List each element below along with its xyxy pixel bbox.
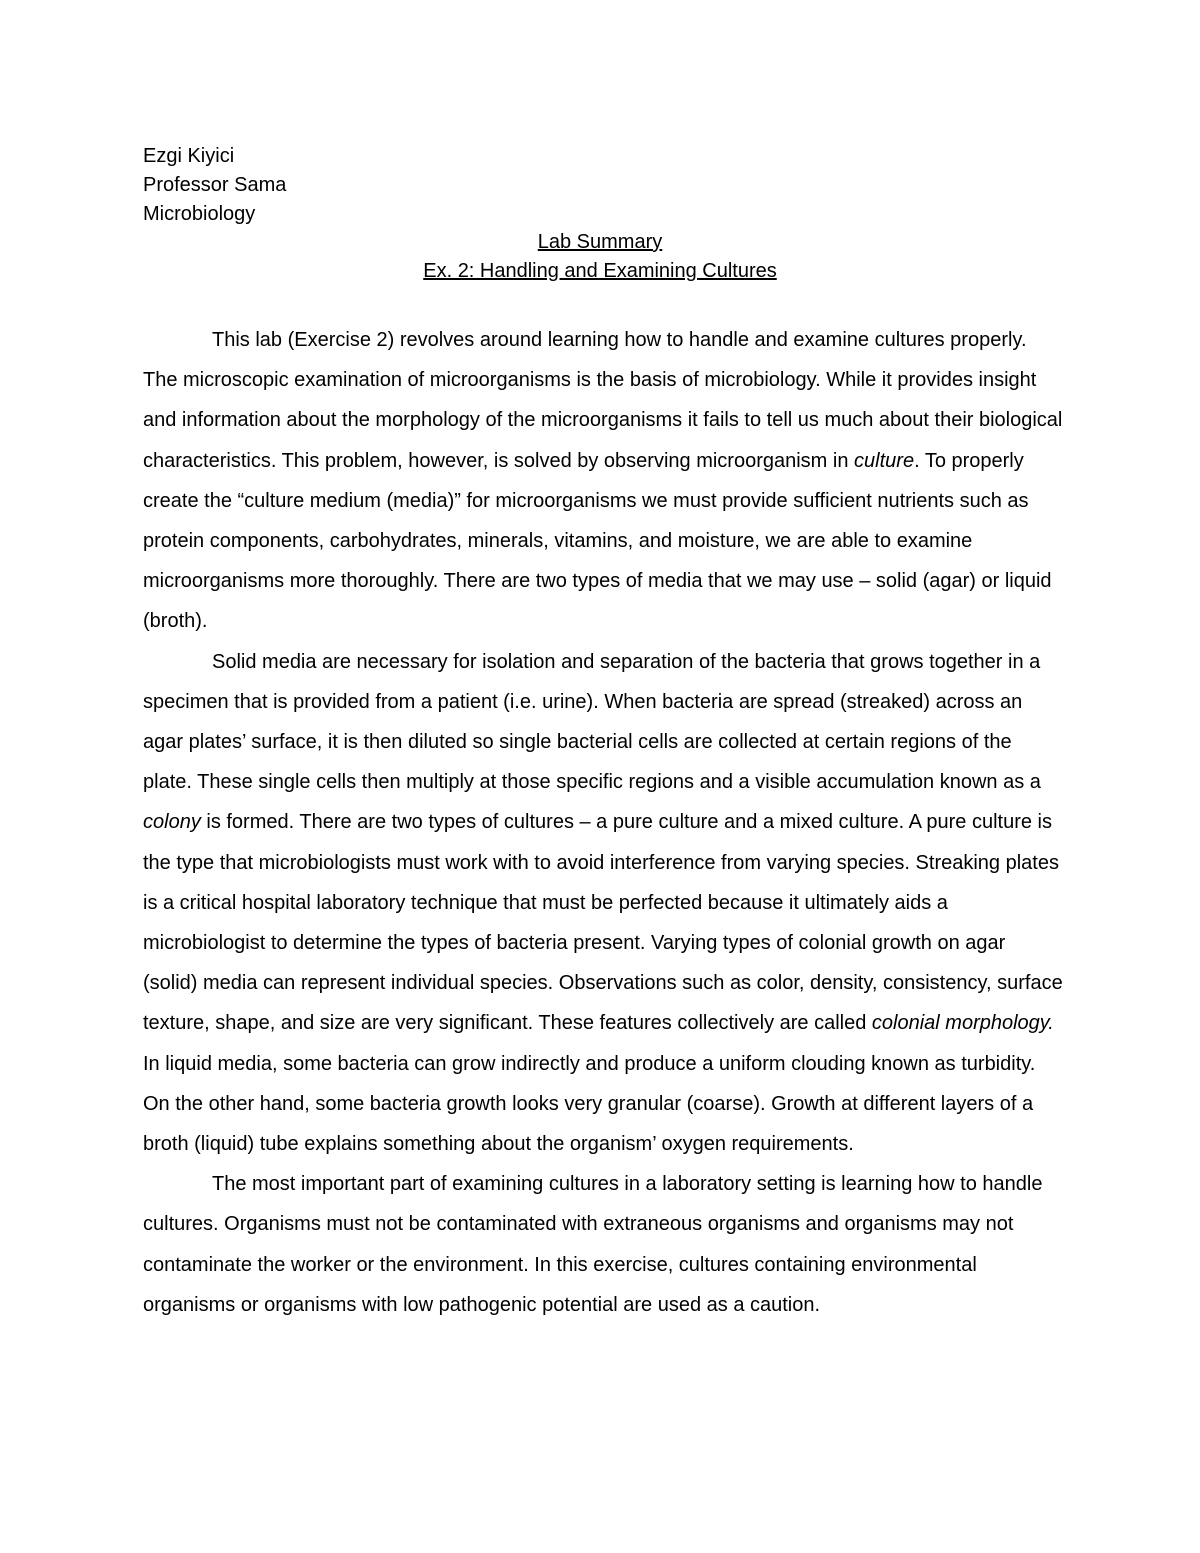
- term-colonial-morphology: colonial morphology.: [871, 1012, 1054, 1035]
- paragraph-3: [143, 1164, 1063, 1325]
- document-titles: [0, 228, 1200, 286]
- paragraph-2: [143, 642, 1063, 1165]
- paragraph-2-text-b: is formed. There are two types of cultures – a pure culture and a mixed culture. A pure culture is the type that microbiologists must work with to avoid interference from varying species. Streaking plates is a critical hospital laboratory technique that must be perfected because it ultimately aids a microbiologist to determine the types of bacteria present. Varying types of colonial growth on agar (solid) media can represent individual species. Observations such as color, density, consistency, surface texture, shape, and size are very significant. These features collectively are called: [143, 811, 1063, 1035]
- term-culture: culture: [854, 449, 915, 472]
- course-name: Microbiology: [143, 203, 256, 225]
- author-name: Ezgi Kiyici: [143, 145, 235, 167]
- professor-name: Professor Sama: [143, 174, 287, 196]
- term-colony: colony: [143, 811, 201, 834]
- paragraph-2-text-a: Solid media are necessary for isolation and separation of the bacteria that grows together in a specimen that is provided from a patient (i.e. urine). When bacteria are spread (streaked) across an agar plates’ surface, it is then diluted so single bacterial cells are collected at certain regions of the plate. These single cells then multiply at those specific regions and a visible accumulation known as a: [143, 650, 1041, 794]
- paragraph-1-text-a: This lab (Exercise 2) revolves around learning how to handle and examine cultures properly. The microscopic examination of microorganisms is the basis of microbiology. While it provides insight and information about the morphology of the microorganisms it fails to tell us much about their biological characteristics. This problem, however, is solved by observing microorganism in: [143, 329, 1063, 472]
- paragraph-1-text-b: . To properly create the “culture medium (media)” for microorganisms we must provide sufficient nutrients such as protein components, carbohydrates, minerals, vitamins, and moisture, we are able to examine microorganisms more thoroughly. There are two types of media that we may use – solid (agar) or liquid (broth).: [143, 449, 1052, 633]
- document-body: [143, 320, 1063, 1325]
- document-header: [143, 142, 286, 229]
- page-title: Lab Summary: [537, 231, 663, 253]
- paragraph-1: [143, 320, 1063, 642]
- page-subtitle: Ex. 2: Handling and Examining Cultures: [423, 260, 777, 282]
- paragraph-2-text-c: In liquid media, some bacteria can grow indirectly and produce a uniform clouding known as turbidity. On the other hand, some bacteria growth looks very granular (coarse). Growth at different layers of a broth (liquid) tube explains something about the organism’ oxygen requirements.: [143, 1052, 1036, 1156]
- paragraph-3-text: The most important part of examining cultures in a laboratory setting is learning how to handle cultures. Organisms must not be contaminated with extraneous organisms and organisms may not contaminate the worker or the environment. In this exercise, cultures containing environmental organisms or organisms with low pathogenic potential are used as a caution.: [143, 1173, 1043, 1316]
